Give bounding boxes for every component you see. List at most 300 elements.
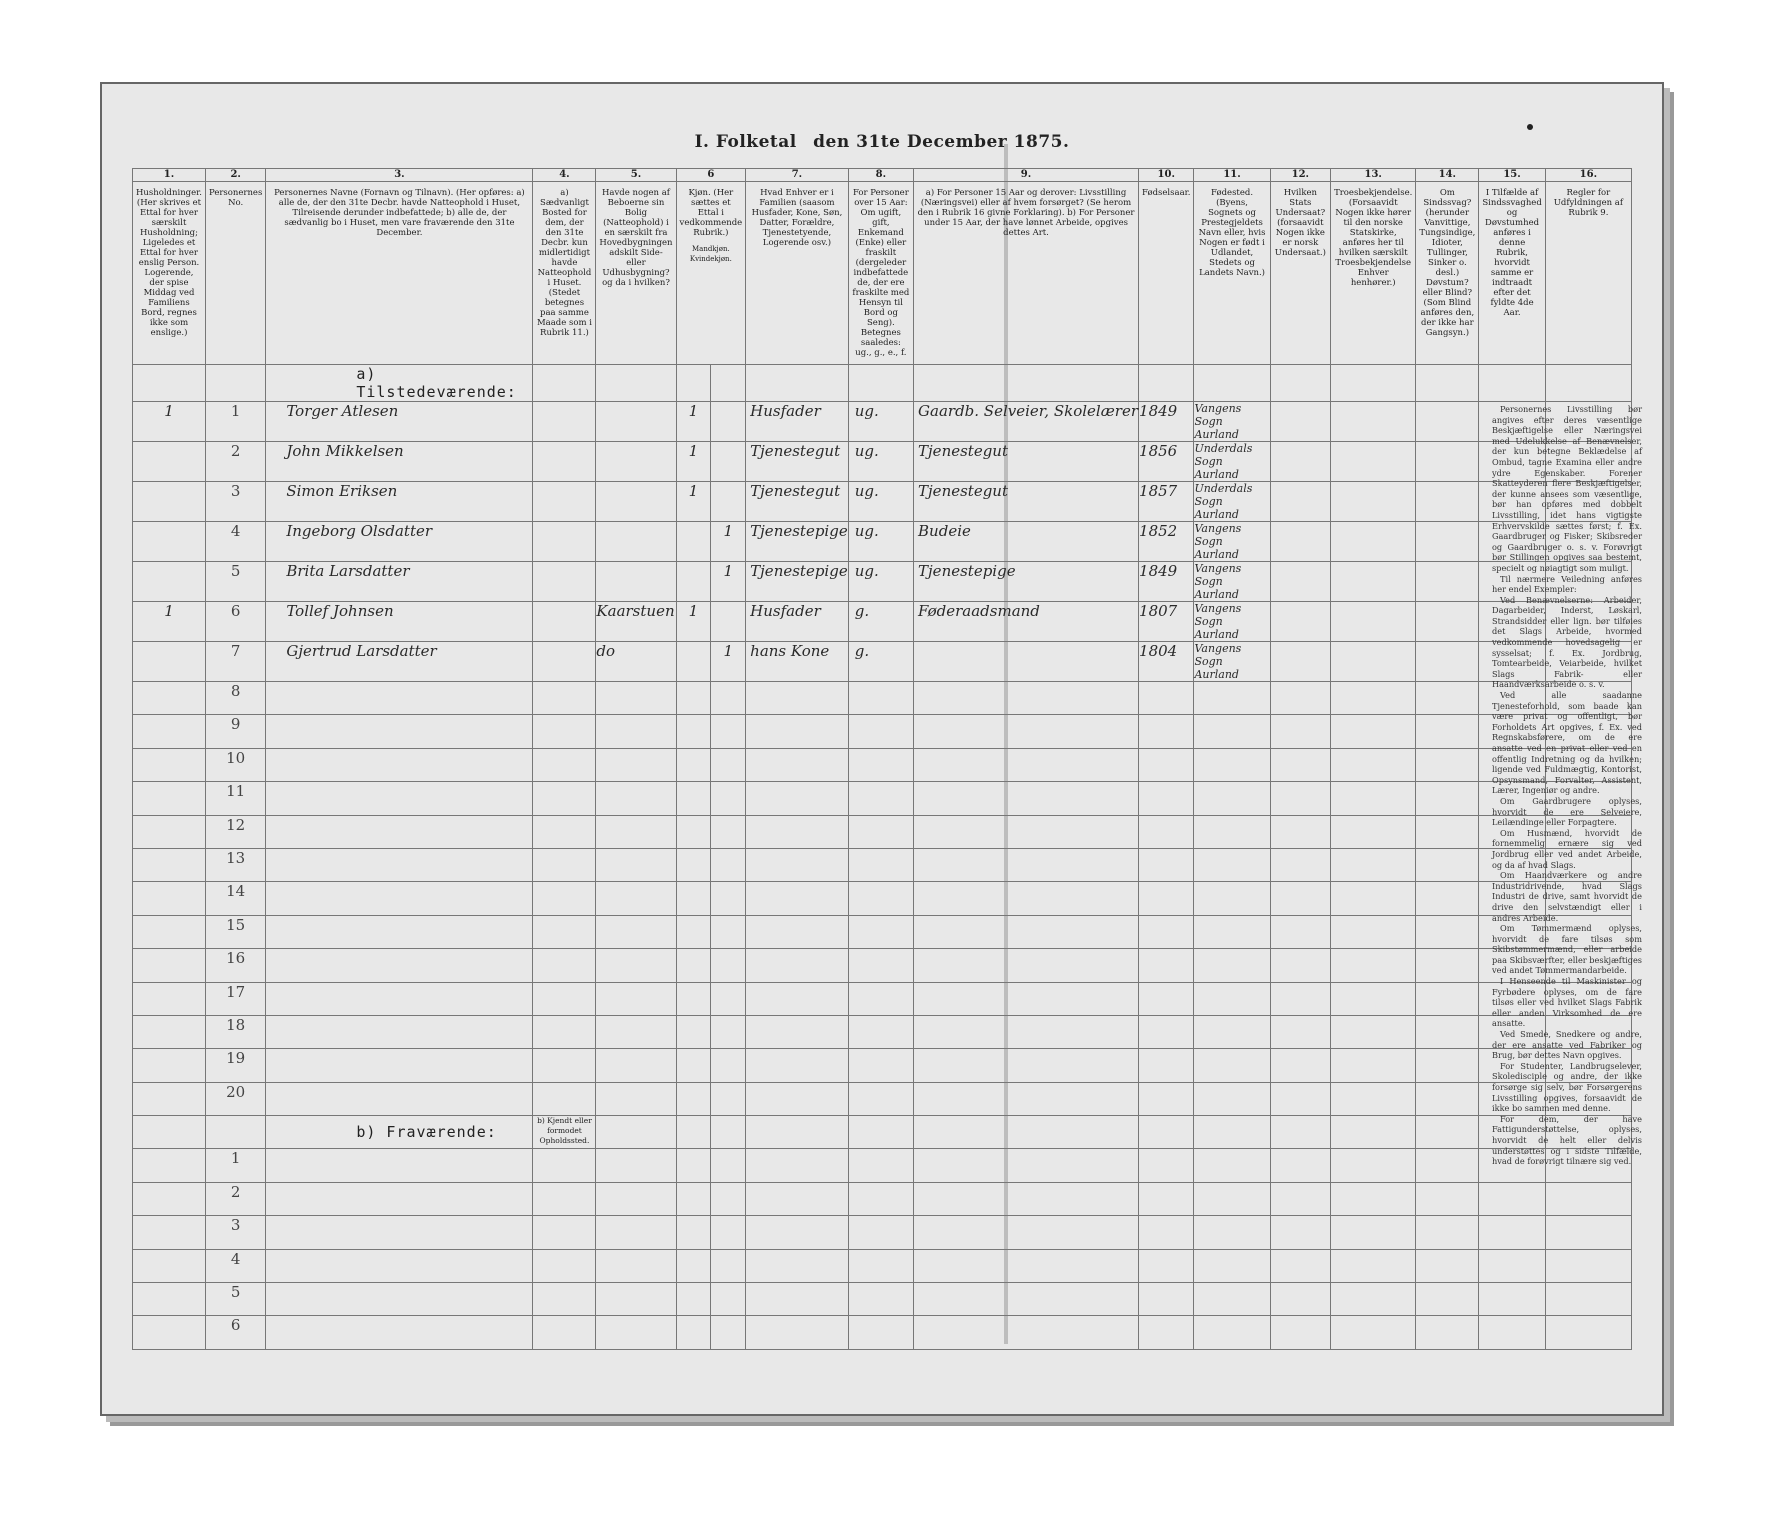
- empty-cell: [746, 365, 849, 402]
- empty-cell: [1416, 848, 1479, 881]
- male-cell: 1: [676, 602, 711, 642]
- birthplace: [1194, 882, 1270, 915]
- separate-building: [596, 815, 676, 848]
- empty-cell: [1331, 982, 1416, 1015]
- empty-cell: [1139, 1316, 1194, 1349]
- empty-cell: [1416, 682, 1479, 715]
- household-cell: [133, 815, 206, 848]
- column-header-8: [848, 182, 913, 365]
- column-number-2: 2.: [205, 169, 265, 182]
- empty-cell: [1331, 562, 1416, 602]
- column-number-14: 14.: [1416, 169, 1479, 182]
- family-role: [746, 915, 849, 948]
- rule-paragraph: Ved alle saadanne Tjenesteforhold, som baade kan være privat og offentligt, bør Forholdets Art opgives, f. Ex. ved Regnskabsførere, om de ere ansatte ved en privat eller ved en offentlig Indretning og da hvilken; ligende ved Fuldmægtig, Kontorist, Opsynsmand, Forvalter, Assistent, Lærer, Ingeniør og andre.: [1492, 690, 1642, 796]
- separate-building: [596, 1082, 676, 1115]
- column-number-row: [133, 169, 1632, 182]
- empty-cell: [133, 1249, 206, 1282]
- household-cell: [133, 442, 206, 482]
- female-cell: [711, 815, 746, 848]
- household-cell: [133, 848, 206, 881]
- empty-cell: [1416, 1149, 1479, 1182]
- occupation: [914, 815, 1139, 848]
- person-name: Brita Larsdatter: [266, 562, 533, 602]
- column-number-5: 5.: [596, 169, 676, 182]
- female-cell: [711, 715, 746, 748]
- empty-cell: [1331, 782, 1416, 815]
- column-number-8: 8.: [848, 169, 913, 182]
- female-cell: [711, 782, 746, 815]
- empty-cell: [596, 1149, 676, 1182]
- empty-cell: [1416, 782, 1479, 815]
- person-name: [266, 1049, 533, 1082]
- empty-cell: [1270, 782, 1330, 815]
- empty-cell: [746, 1316, 849, 1349]
- empty-cell: [711, 365, 746, 402]
- empty-cell: [711, 1316, 746, 1349]
- separate-building: [596, 782, 676, 815]
- birth-year: [1139, 949, 1194, 982]
- household-cell: 1: [133, 402, 206, 442]
- empty-cell: [596, 1182, 676, 1215]
- family-role: [746, 848, 849, 881]
- column-header-11: [1194, 182, 1270, 365]
- empty-cell: [711, 1116, 746, 1149]
- empty-cell: [596, 1283, 676, 1316]
- column-header-6: [676, 182, 746, 365]
- empty-cell: [1194, 1283, 1270, 1316]
- empty-cell: [1270, 365, 1330, 402]
- empty-cell: [1331, 682, 1416, 715]
- column-header-16: [1545, 182, 1631, 365]
- person-name: [266, 715, 533, 748]
- civil-status: g.: [848, 602, 913, 642]
- column-header-text: Hvilken Stats Undersaat? (forsaavidt Nogen ikke er norsk Undersaat.): [1274, 188, 1326, 258]
- empty-cell: [596, 1249, 676, 1282]
- civil-status: [848, 682, 913, 715]
- rule-paragraph: Ved Benævnelserne: Arbeider, Dagarbeider, Inderst, Løskarl, Strandsidder eller lign. bør tilføies det Slags Arbeide, hvormed vedkommende hovedsagelig er sysselsat; f. Ex. Jordbrug, Tomtearbeide, Veiarbeide, hvilket Slags Fabrik- eller Haandværksarbeide o. s. v.: [1492, 594, 1642, 690]
- column-header-text: Hvad Enhver er i Familien (saasom Husfader, Kone, Søn, Datter, Forældre, Tjenestetyende, Logerende osv.): [751, 188, 843, 248]
- birthplace: [1194, 1082, 1270, 1115]
- table-row: [133, 1082, 1632, 1115]
- household-cell: 1: [133, 602, 206, 642]
- birth-year: [1139, 1015, 1194, 1048]
- column-header-13: [1331, 182, 1416, 365]
- household-cell: [133, 562, 206, 602]
- row-number: 7: [205, 642, 265, 682]
- empty-cell: [266, 1249, 533, 1282]
- empty-cell: [1331, 402, 1416, 442]
- empty-cell: [1270, 1182, 1330, 1215]
- table-row: [133, 848, 1632, 881]
- male-cell: [676, 1049, 711, 1082]
- empty-cell: [914, 1182, 1139, 1215]
- female-cell: 1: [711, 642, 746, 682]
- column-header-12: [1270, 182, 1330, 365]
- female-cell: [711, 915, 746, 948]
- empty-cell: [1545, 1182, 1631, 1215]
- birthplace: [1194, 682, 1270, 715]
- civil-status: ug.: [848, 442, 913, 482]
- female-cell: [711, 1015, 746, 1048]
- household-cell: [133, 1082, 206, 1115]
- empty-cell: [1331, 482, 1416, 522]
- male-cell: [676, 915, 711, 948]
- column-header-text: Havde nogen af Beboerne sin Bolig (Natteophold) i en særskilt fra Hovedbygningen adskilt Side- eller Udhusbygning? og da i hvilken?: [599, 188, 673, 288]
- female-cell: [711, 882, 746, 915]
- person-name: [266, 748, 533, 781]
- column-header-4: [533, 182, 596, 365]
- civil-status: g.: [848, 642, 913, 682]
- family-role: [746, 782, 849, 815]
- family-role: [746, 882, 849, 915]
- empty-cell: [676, 1216, 711, 1249]
- birthplace: Vangens Sogn Aurland: [1194, 602, 1270, 642]
- empty-cell: [676, 1149, 711, 1182]
- birthplace: [1194, 949, 1270, 982]
- empty-cell: [848, 1149, 913, 1182]
- occupation: [914, 949, 1139, 982]
- household-cell: [133, 882, 206, 915]
- family-role: [746, 949, 849, 982]
- column-number-13: 13.: [1331, 169, 1416, 182]
- family-role: [746, 982, 849, 1015]
- person-name: Torger Atlesen: [266, 402, 533, 442]
- column-number-3: 3.: [266, 169, 533, 182]
- birth-year: [1139, 715, 1194, 748]
- empty-cell: [596, 1316, 676, 1349]
- row-number: 4: [205, 1249, 265, 1282]
- empty-cell: [1270, 982, 1330, 1015]
- empty-cell: [1194, 1249, 1270, 1282]
- column-header-text: Troesbekjendelse. (Forsaavidt Nogen ikke hører til den norske Statskirke, anføres her til hvilken særskilt Troesbekjendelse Enhver henhører.): [1334, 188, 1413, 288]
- separate-building: [596, 1015, 676, 1048]
- empty-cell: [1331, 1249, 1416, 1282]
- empty-cell: [1416, 482, 1479, 522]
- birthplace: [1194, 1015, 1270, 1048]
- person-name: Tollef Johnsen: [266, 602, 533, 642]
- row-number: 2: [205, 442, 265, 482]
- row-number: 11: [205, 782, 265, 815]
- empty-cell: [1331, 602, 1416, 642]
- empty-cell: [848, 1116, 913, 1149]
- empty-cell: [676, 1316, 711, 1349]
- row-number: 20: [205, 1082, 265, 1115]
- table-row: [133, 442, 1632, 482]
- household-cell: [133, 642, 206, 682]
- empty-cell: [711, 1216, 746, 1249]
- empty-cell: [133, 365, 206, 402]
- birthplace: [1194, 715, 1270, 748]
- female-cell: [711, 482, 746, 522]
- birthplace: Underdals Sogn Aurland: [1194, 482, 1270, 522]
- empty-cell: [1416, 982, 1479, 1015]
- male-cell: [676, 562, 711, 602]
- empty-cell: [1479, 1216, 1545, 1249]
- occupation: [914, 682, 1139, 715]
- empty-cell: [1545, 365, 1631, 402]
- title-right: den 31te December 1875.: [813, 132, 1070, 152]
- row-number: 5: [205, 562, 265, 602]
- empty-cell: [1270, 1249, 1330, 1282]
- empty-cell: [1270, 1149, 1330, 1182]
- row-number: 10: [205, 748, 265, 781]
- female-cell: [711, 602, 746, 642]
- empty-cell: [914, 1316, 1139, 1349]
- empty-cell: [1139, 1249, 1194, 1282]
- civil-status: [848, 782, 913, 815]
- empty-cell: [133, 1283, 206, 1316]
- occupation: [914, 1015, 1139, 1048]
- separate-building: [596, 715, 676, 748]
- empty-cell: [1270, 1116, 1330, 1149]
- empty-cell: [1331, 882, 1416, 915]
- empty-cell: [1416, 915, 1479, 948]
- empty-cell: [1331, 748, 1416, 781]
- person-name: [266, 1082, 533, 1115]
- empty-cell: [1331, 915, 1416, 948]
- table-row: [133, 1182, 1632, 1215]
- empty-cell: [1270, 1082, 1330, 1115]
- household-cell: [133, 782, 206, 815]
- civil-status: [848, 949, 913, 982]
- ink-dot: [1527, 124, 1533, 130]
- row-number: 9: [205, 715, 265, 748]
- empty-cell: [1270, 1316, 1330, 1349]
- male-cell: 1: [676, 482, 711, 522]
- empty-cell: [596, 365, 676, 402]
- section-label: a) Tilstedeværende:: [266, 365, 533, 402]
- male-cell: [676, 982, 711, 1015]
- empty-cell: [1194, 1182, 1270, 1215]
- empty-cell: [533, 1283, 596, 1316]
- female-cell: [711, 748, 746, 781]
- empty-cell: [1479, 1283, 1545, 1316]
- empty-cell: [266, 1149, 533, 1182]
- birthplace: Vangens Sogn Aurland: [1194, 522, 1270, 562]
- civil-status: [848, 848, 913, 881]
- male-cell: [676, 642, 711, 682]
- family-role: [746, 748, 849, 781]
- household-cell: [133, 522, 206, 562]
- column-header-7: [746, 182, 849, 365]
- column-number-6: 6: [676, 169, 746, 182]
- column-number-1: 1.: [133, 169, 206, 182]
- empty-cell: [746, 1216, 849, 1249]
- empty-cell: [133, 1316, 206, 1349]
- table-row: [133, 562, 1632, 602]
- row-number: 4: [205, 522, 265, 562]
- empty-cell: [914, 1149, 1139, 1182]
- column-header-9: [914, 182, 1139, 365]
- empty-cell: [533, 1216, 596, 1249]
- empty-cell: [266, 1182, 533, 1215]
- empty-cell: [1416, 1116, 1479, 1149]
- usual-residence: [533, 815, 596, 848]
- table-row: [133, 1283, 1632, 1316]
- empty-cell: [1331, 642, 1416, 682]
- empty-cell: [746, 1149, 849, 1182]
- usual-residence: [533, 982, 596, 1015]
- occupation: [914, 915, 1139, 948]
- empty-cell: [1331, 1216, 1416, 1249]
- page-title: [102, 132, 1662, 152]
- usual-residence: [533, 748, 596, 781]
- usual-residence: [533, 442, 596, 482]
- occupation: [914, 748, 1139, 781]
- census-rows: [133, 365, 1632, 1350]
- civil-status: [848, 715, 913, 748]
- occupation: Tjenestegut: [914, 442, 1139, 482]
- female-cell: [711, 1082, 746, 1115]
- row-number: 3: [205, 1216, 265, 1249]
- empty-cell: [1139, 1116, 1194, 1149]
- empty-cell: [1331, 848, 1416, 881]
- usual-residence: [533, 882, 596, 915]
- usual-residence: [533, 402, 596, 442]
- male-cell: [676, 522, 711, 562]
- row-number: 1: [205, 402, 265, 442]
- table-row: [133, 1049, 1632, 1082]
- row-number: 14: [205, 882, 265, 915]
- female-cell: [711, 682, 746, 715]
- empty-cell: [1194, 1216, 1270, 1249]
- row-number: 18: [205, 1015, 265, 1048]
- birth-year: [1139, 815, 1194, 848]
- separate-building: [596, 982, 676, 1015]
- empty-cell: [596, 1116, 676, 1149]
- table-row: [133, 882, 1632, 915]
- empty-cell: [1139, 1182, 1194, 1215]
- empty-cell: [533, 1149, 596, 1182]
- occupation: [914, 1049, 1139, 1082]
- civil-status: ug.: [848, 522, 913, 562]
- empty-cell: [1194, 1149, 1270, 1182]
- civil-status: [848, 748, 913, 781]
- section-col4: [533, 365, 596, 402]
- usual-residence: [533, 782, 596, 815]
- empty-cell: [1139, 1283, 1194, 1316]
- column-number-9: 9.: [914, 169, 1139, 182]
- household-cell: [133, 1049, 206, 1082]
- empty-cell: [914, 1283, 1139, 1316]
- male-cell: [676, 782, 711, 815]
- row-number: 2: [205, 1182, 265, 1215]
- family-role: Tjenestepige: [746, 562, 849, 602]
- rubrik-9-rules: [1492, 404, 1642, 1167]
- census-page: [100, 82, 1664, 1416]
- empty-cell: [711, 1249, 746, 1282]
- occupation: [914, 642, 1139, 682]
- empty-cell: [533, 1249, 596, 1282]
- empty-cell: [1416, 1249, 1479, 1282]
- birthplace: [1194, 1049, 1270, 1082]
- empty-cell: [1545, 1216, 1631, 1249]
- household-cell: [133, 949, 206, 982]
- empty-cell: [746, 1249, 849, 1282]
- column-number-7: 7.: [746, 169, 849, 182]
- column-header-3: [266, 182, 533, 365]
- birth-year: [1139, 982, 1194, 1015]
- empty-cell: [1331, 815, 1416, 848]
- female-cell: [711, 402, 746, 442]
- row-number: 13: [205, 848, 265, 881]
- empty-cell: [1416, 1182, 1479, 1215]
- person-name: [266, 815, 533, 848]
- empty-cell: [1416, 1015, 1479, 1048]
- birth-year: [1139, 1082, 1194, 1115]
- empty-cell: [1270, 715, 1330, 748]
- male-cell: [676, 848, 711, 881]
- person-name: John Mikkelsen: [266, 442, 533, 482]
- family-role: Tjenestegut: [746, 482, 849, 522]
- birthplace: Underdals Sogn Aurland: [1194, 442, 1270, 482]
- household-cell: [133, 1015, 206, 1048]
- column-number-16: 16.: [1545, 169, 1631, 182]
- rule-paragraph: Om Husmænd, hvorvidt de fornemmelig ernære sig ved Jordbrug eller ved andet Arbeide, og da af hvad Slags.: [1492, 827, 1642, 870]
- empty-cell: [1270, 1049, 1330, 1082]
- empty-cell: [848, 1216, 913, 1249]
- occupation: [914, 1082, 1139, 1115]
- empty-cell: [1416, 1049, 1479, 1082]
- separate-building: [596, 848, 676, 881]
- usual-residence: [533, 1015, 596, 1048]
- column-number-15: 15.: [1479, 169, 1545, 182]
- empty-cell: [1416, 442, 1479, 482]
- empty-cell: [1270, 1015, 1330, 1048]
- empty-cell: [1331, 715, 1416, 748]
- male-cell: [676, 682, 711, 715]
- empty-cell: [1416, 642, 1479, 682]
- row-number: 16: [205, 949, 265, 982]
- empty-cell: [1331, 1316, 1416, 1349]
- household-cell: [133, 682, 206, 715]
- rule-paragraph: Om Gaardbrugere oplyses, hvorvidt de ere Selveiere, Leilændinge eller Forpagtere.: [1492, 795, 1642, 828]
- household-cell: [133, 982, 206, 1015]
- empty-cell: [1270, 642, 1330, 682]
- census-table: [132, 168, 1632, 1350]
- empty-cell: [848, 1316, 913, 1349]
- separate-building: [596, 915, 676, 948]
- empty-cell: [914, 1216, 1139, 1249]
- occupation: Føderaadsmand: [914, 602, 1139, 642]
- column-number-4: 4.: [533, 169, 596, 182]
- rule-paragraph: For Studenter, Landbrugselever, Skoledisciple og andre, der ikke forsørge sig selv, bør Forsørgerens Livsstilling opgives, forsaavidt de ikke bo sammen med denne.: [1492, 1060, 1642, 1114]
- empty-cell: [1270, 602, 1330, 642]
- person-name: [266, 882, 533, 915]
- usual-residence: [533, 715, 596, 748]
- empty-cell: [1545, 1249, 1631, 1282]
- male-cell: [676, 715, 711, 748]
- row-number: 6: [205, 602, 265, 642]
- empty-cell: [1331, 1116, 1416, 1149]
- birth-year: 1807: [1139, 602, 1194, 642]
- female-cell: [711, 1049, 746, 1082]
- female-cell: 1: [711, 522, 746, 562]
- rule-paragraph: Ved Smede, Snedkere og andre, der ere ansatte ved Fabriker og Brug, bør dettes Navn opgives.: [1492, 1029, 1642, 1061]
- empty-cell: [1331, 522, 1416, 562]
- empty-cell: [1416, 748, 1479, 781]
- birth-year: [1139, 882, 1194, 915]
- person-name: [266, 1015, 533, 1048]
- family-role: Husfader: [746, 602, 849, 642]
- family-role: [746, 815, 849, 848]
- usual-residence: [533, 522, 596, 562]
- table-row: [133, 748, 1632, 781]
- usual-residence: [533, 642, 596, 682]
- family-role: Tjenestegut: [746, 442, 849, 482]
- empty-cell: [1416, 522, 1479, 562]
- birth-year: 1849: [1139, 562, 1194, 602]
